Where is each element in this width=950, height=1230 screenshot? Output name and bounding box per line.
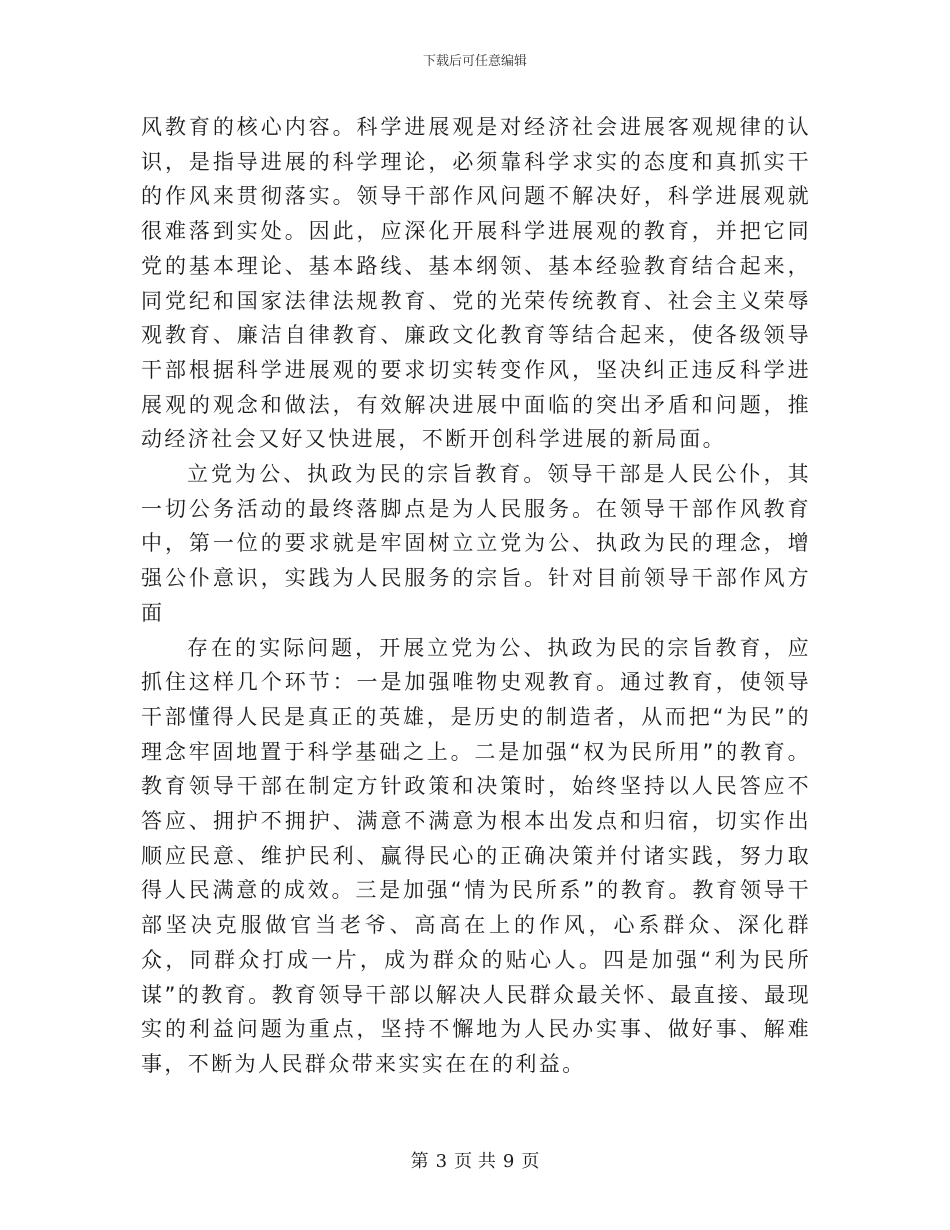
footer-page-number: 3 xyxy=(435,1151,448,1172)
paragraph-3: 存在的实际问题，开展立党为公、执政为民的宗旨教育，应抓住这样几个环节：一是加强唯物史观教育。通过教育，使领导干部懂得人民是真正的英雄，是历史的制造者，从而把“为民”的理念牢固地置于科学基础之上。二是加强“权为民所用”的教育。教育领导干部在制定方针政策和决策时，始终坚持以人民答应不答应、拥护不拥护、满意不满意为根本出发点和归宿，切实作出顺应民意、维护民利、赢得民心的正确决策并付诸实践，努力取得人民满意的成效。三是加强“情为民所系”的教育。教育领导干部坚决克服做官当老爷、高高在上的作风，心系群众、深化群众，同群众打成一片，成为群众的贴心人。四是加强“利为民所谋”的教育。教育领导干部以解决人民群众最关怀、最直接、最现实的利益问题为重点，坚持不懈地为人民办实事、做好事、解难事，不断为人民群众带来实实在在的利益。 xyxy=(141,635,811,1076)
page-footer xyxy=(0,1151,950,1173)
footer-total-pages: 9 xyxy=(502,1151,515,1172)
paragraph-1: 风教育的核心内容。科学进展观是对经济社会进展客观规律的认识，是指导进展的科学理论，必须靠科学求实的态度和真抓实干的作风来贯彻落实。领导干部作风问题不解决好，科学进展观就很难落到实处。因此，应深化开展科学进展观的教育，并把它同党的基本理论、基本路线、基本纲领、基本经验教育结合起来，同党纪和国家法律法规教育、党的光荣传统教育、社会主义荣辱观教育、廉洁自律教育、廉政文化教育等结合起来，使各级领导干部根据科学进展观的要求切实转变作风，坚决纠正违反科学进展观的观念和做法，有效解决进展中面临的突出矛盾和问题，推动经济社会又好又快进展，不断开创科学进展的新局面。 xyxy=(141,115,811,452)
footer-prefix: 第 xyxy=(410,1151,429,1172)
document-body xyxy=(141,110,811,1082)
page-header: 下载后可任意编辑 xyxy=(422,54,527,69)
footer-suffix: 页 xyxy=(521,1151,540,1172)
footer-middle: 页 共 xyxy=(454,1151,496,1172)
paragraph-2: 立党为公、执政为民的宗旨教育。领导干部是人民公仆，其一切公务活动的最终落脚点是为人民服务。在领导干部作风教育中，第一位的要求就是牢固树立立党为公、执政为民的理念，增强公仆意识，实践为人民服务的宗旨。针对目前领导干部作风方面 xyxy=(141,462,811,625)
